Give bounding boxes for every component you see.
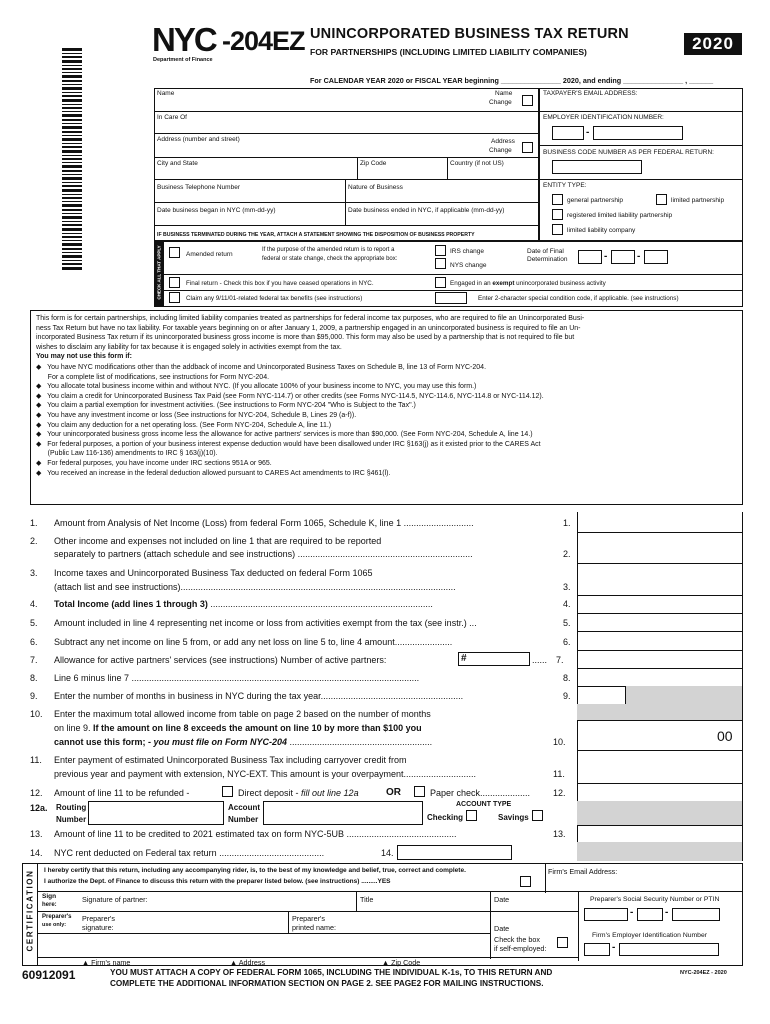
special-code-box[interactable] bbox=[435, 292, 467, 304]
limited-partnership-checkbox[interactable] bbox=[656, 194, 667, 205]
in-care-of-label: In Care Of bbox=[157, 114, 187, 121]
line-9: 9. Enter the number of months in business in NYC during the tax year......................................................... bbox=[30, 691, 464, 701]
general-partnership-checkbox[interactable] bbox=[552, 194, 563, 205]
email-label: TAXPAYER'S EMAIL ADDRESS: bbox=[543, 90, 638, 97]
date-ended-label: Date business ended in NYC, if applicable (mm-dd-yy) bbox=[348, 207, 505, 214]
list-item: For a complete list of modifications, see instructions for Form NYC-204. bbox=[47, 373, 270, 381]
direct-deposit-checkbox[interactable] bbox=[222, 786, 233, 797]
firm-ein-label: Firm's Employer Identification Number bbox=[592, 932, 707, 939]
list-item: ◆ For federal purposes, you have income under IRC sections 951A or 965. bbox=[36, 459, 272, 467]
line-7: 7. Allowance for active partners' services (see instructions) Number of active partners: bbox=[30, 655, 387, 665]
address-label: Address (number and street) bbox=[157, 136, 240, 143]
amended-checkbox[interactable] bbox=[169, 247, 180, 258]
active-partners-input[interactable]: # bbox=[458, 652, 530, 666]
line-6: 6. Subtract any net income on line 5 from, or add any net loss on line 5 to, line 4 amount....................... bbox=[30, 637, 453, 647]
certification-label: CERTIFICATION bbox=[25, 869, 35, 952]
form-id: NYC-204EZ - 2020 bbox=[680, 970, 727, 976]
claim-911-label: Claim any 9/11/01-related federal tax benefits (see instructions) bbox=[186, 295, 363, 302]
entity-type-label: ENTITY TYPE: bbox=[543, 182, 587, 189]
list-item: ◆ You received an increase in the federal deduction allowed pursuant to CARES Act amendments to IRC §461(l). bbox=[36, 469, 391, 477]
may-not-heading: You may not use this form if: bbox=[36, 353, 132, 360]
line-12: 12. Amount of line 11 to be refunded - bbox=[30, 788, 190, 798]
date-final-label-2: Determination bbox=[527, 256, 568, 263]
address-change-label-2: Change bbox=[489, 147, 512, 154]
line-14: 14. NYC rent deducted on Federal tax return .......................................... bbox=[30, 848, 325, 858]
country-label: Country (if not US) bbox=[450, 160, 504, 167]
claim-911-checkbox[interactable] bbox=[169, 292, 180, 303]
nyc-rent-input[interactable] bbox=[397, 845, 512, 860]
nyc-logo: NYC bbox=[152, 21, 216, 58]
form-code: 60912091 bbox=[22, 968, 76, 982]
department-name: Department of Finance bbox=[153, 57, 213, 63]
intro-text: This form is for certain partnerships, including limited liability companies treated as partnerships for federal income tax purposes, who are required to file an Unincorporated Busi- ness Tax Return but have no tax liability. For taxable years beginning on or after January 1, 2009, a partnership engaged in an unincorporated business is required to file an Un- incorporated Business Tax return if its unincorporated business gross income is more than $95,000. This form may also be used by a partnership that is not required to file but wishes to disclaim any liability for tax because it is engaged solely in activities exempt from the tax. bbox=[36, 315, 585, 351]
line-13: 13. Amount of line 11 to be credited to 2021 estimated tax on form NYC-5UB ............................................ bbox=[30, 829, 457, 839]
tax-year-badge: 2020 bbox=[684, 33, 742, 55]
preparer-discuss-checkbox[interactable] bbox=[520, 876, 531, 887]
name-change-checkbox[interactable] bbox=[522, 95, 533, 106]
self-employed-checkbox[interactable] bbox=[557, 937, 568, 948]
check-all-label: CHECK ALL THAT APPLY bbox=[156, 245, 162, 300]
amended-label: Amended return bbox=[186, 251, 233, 258]
list-item: ◆ You claim a credit for Unincorporated Business Tax Paid (see Form NYC-114.7) or other credits (see Forms NYC-114.5, NYC-114.6, NYC-114.8 or NYC-114.12). bbox=[36, 392, 544, 400]
limited-partnership-label: limited partnership bbox=[671, 197, 725, 204]
irs-change-label: IRS change bbox=[450, 248, 484, 255]
fiscal-year-line[interactable]: For CALENDAR YEAR 2020 or FISCAL YEAR beginning _______________ 2020, and ending _______________ , ______ bbox=[310, 76, 714, 85]
form-subtitle: FOR PARTNERSHIPS (INCLUDING LIMITED LIABILITY COMPANIES) bbox=[310, 47, 587, 57]
special-code-label: Enter 2-character special condition code, if applicable. (see instructions) bbox=[478, 295, 679, 302]
list-item: ◆ You allocate total business income within and without NYC. (If you allocate 100% of your business income to NYC, you may use this form.) bbox=[36, 383, 477, 391]
routing-number-input[interactable] bbox=[88, 801, 224, 825]
irs-change-checkbox[interactable] bbox=[435, 245, 446, 256]
footer-line-1: YOU MUST ATTACH A COPY OF FEDERAL FORM 1065, INCLUDING THE INDIVIDUAL K-1s, TO THIS RETURN AND bbox=[110, 968, 553, 977]
final-return-checkbox[interactable] bbox=[169, 277, 180, 288]
name-label: Name bbox=[157, 90, 175, 97]
form-number: -204EZ bbox=[222, 26, 305, 56]
nature-label: Nature of Business bbox=[348, 184, 403, 191]
final-return-label: Final return - Check this box if you have ceased operations in NYC. bbox=[186, 280, 374, 287]
zip-label: Zip Code bbox=[360, 160, 387, 167]
final-date-dd[interactable] bbox=[611, 250, 635, 264]
line-8: 8. Line 6 minus line 7 ................................................................................................................... bbox=[30, 673, 420, 683]
cert-line-1: I hereby certify that this return, including any accompanying rider, is, to the best of my knowledge and belief, true, correct and complete. bbox=[44, 867, 466, 874]
date-began-label: Date business began in NYC (mm-dd-yy) bbox=[157, 207, 276, 214]
line-10-value: 00 bbox=[717, 728, 733, 744]
checking-checkbox[interactable] bbox=[466, 810, 477, 821]
llc-checkbox[interactable] bbox=[552, 224, 563, 235]
savings-checkbox[interactable] bbox=[532, 810, 543, 821]
terminated-note: IF BUSINESS TERMINATED DURING THE YEAR, ATTACH A STATEMENT SHOWING THE DISPOSITION OF BUSINESS PROPERTY bbox=[157, 232, 475, 238]
barcode bbox=[62, 48, 82, 270]
cert-line-2: I authorize the Dept. of Finance to discuss this return with the preparer listed below. (see instructions) .........YES bbox=[44, 878, 391, 885]
address-change-label: Address bbox=[491, 138, 515, 145]
amended-note-2: federal or state change, check the appropriate box: bbox=[262, 256, 398, 262]
llc-label: limited liability company bbox=[567, 227, 636, 234]
line-11: 11. Enter payment of estimated Unincorporated Business Tax including carryover credit from bbox=[30, 755, 407, 765]
exempt-activity-label: Engaged in an exempt unincorporated business activity bbox=[450, 280, 606, 287]
list-item: ◆ For federal purposes, a portion of your business interest expense deduction would have been disallowed under IRC §163(j) as it existed prior to the CARES Act bbox=[36, 440, 541, 448]
account-type-label: ACCOUNT TYPE bbox=[456, 801, 512, 808]
amended-note-1: If the purpose of the amended return is to report a bbox=[262, 247, 395, 253]
city-state-label: City and State bbox=[157, 160, 198, 167]
direct-deposit-label: Direct deposit - fill out line 12a bbox=[238, 788, 359, 798]
account-number-input[interactable] bbox=[263, 801, 423, 825]
line-1: 1. Amount from Analysis of Net Income (Loss) from federal Form 1065, Schedule K, line 1 ............................ bbox=[30, 518, 474, 528]
form-title: UNINCORPORATED BUSINESS TAX RETURN bbox=[310, 26, 629, 42]
signature-partner-label: Signature of partner: bbox=[82, 895, 148, 904]
exempt-activity-checkbox[interactable] bbox=[435, 277, 446, 288]
date-final-label: Date of Final bbox=[527, 248, 564, 255]
nys-change-checkbox[interactable] bbox=[435, 258, 446, 269]
nys-change-label: NYS change bbox=[450, 262, 487, 269]
paper-check-checkbox[interactable] bbox=[414, 786, 425, 797]
list-item: ◆ Your unincorporated business gross income less the allowance for active partners' services is more than $90,000. (See Form NYC-204, Schedule A, line 14.) bbox=[36, 431, 533, 439]
final-date-mm[interactable] bbox=[578, 250, 602, 264]
footer-line-2: COMPLETE THE ADDITIONAL INFORMATION SECTION ON PAGE 2. SEE PAGE2 FOR MAILING INSTRUCTIONS. bbox=[110, 979, 544, 988]
ptin-label: Preparer's Social Security Number or PTIN bbox=[590, 896, 720, 903]
name-change-label: Name bbox=[495, 90, 513, 97]
address-change-checkbox[interactable] bbox=[522, 142, 533, 153]
general-partnership-label: general partnership bbox=[567, 197, 624, 204]
firm-email-label: Firm's Email Address: bbox=[548, 867, 618, 876]
rllp-label: registered limited liability partnership bbox=[567, 212, 673, 219]
name-change-label-2: Change bbox=[489, 99, 512, 106]
line-4: 4. Total Income (add lines 1 through 3) ......................................................................................... bbox=[30, 599, 433, 609]
or-label: OR bbox=[386, 787, 401, 798]
list-item: ◆ You claim any deduction for a net operating loss. (See Form NYC-204, Schedule A, line 11.) bbox=[36, 421, 332, 429]
line-12a-num: 12a. bbox=[30, 803, 48, 813]
list-item: ◆ You claim a partial exemption for investment activities. (See instructions to Form NYC-204 "Who is Subject to the Tax".) bbox=[36, 402, 416, 410]
exclusion-list bbox=[36, 363, 544, 478]
phone-label: Business Telephone Number bbox=[157, 184, 240, 191]
list-item: (Public Law 116-136) amendments to IRC § 163(j)(10). bbox=[47, 450, 218, 458]
line-5: 5. Amount included in line 4 representing net income or loss from activities exempt from the tax (see instr.) ... bbox=[30, 618, 477, 628]
list-item: ◆ You have NYC modifications other than the addback of income and Unincorporated Business Taxes on Schedule B, line 13 of Form NYC-204. bbox=[36, 364, 487, 371]
final-date-yy[interactable] bbox=[644, 250, 668, 264]
rllp-checkbox[interactable] bbox=[552, 209, 563, 220]
paper-check-label: Paper check.................... bbox=[430, 788, 531, 798]
list-item: ◆ You have any investment income or loss (See instructions for NYC-204, Schedule B, Lines 29 (a-f)). bbox=[36, 411, 357, 419]
ein-label: EMPLOYER IDENTIFICATION NUMBER: bbox=[543, 114, 664, 121]
bcn-label: BUSINESS CODE NUMBER AS PER FEDERAL RETURN: bbox=[543, 149, 714, 156]
line-3: 3. Income taxes and Unincorporated Business Tax deducted on federal Form 1065 bbox=[30, 568, 373, 578]
line-2: 2. Other income and expenses not included on line 1 that are required to be reported bbox=[30, 536, 382, 546]
line-10: 10. Enter the maximum total allowed income from table on page 2 based on the number of months bbox=[30, 709, 431, 719]
